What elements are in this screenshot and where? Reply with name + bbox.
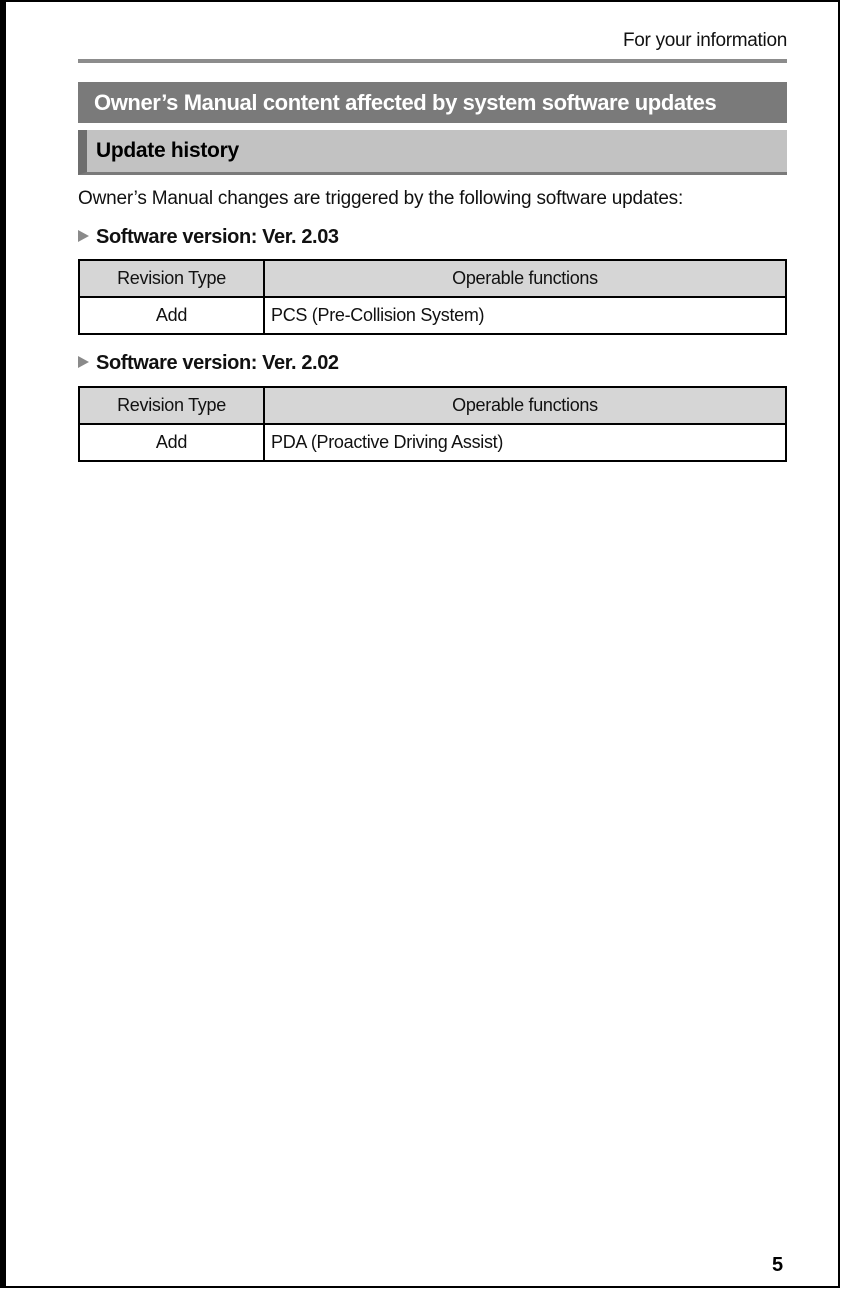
table-row (79, 424, 786, 461)
revision-table (78, 259, 787, 335)
operable-function-cell: PDA (Proactive Driving Assist) (264, 424, 786, 461)
header-rule (78, 59, 787, 63)
revision-table (78, 386, 787, 462)
triangle-bullet-icon (78, 356, 89, 368)
triangle-bullet-icon (78, 230, 89, 242)
page-number: 5 (772, 1254, 784, 1276)
table-row (79, 297, 786, 334)
version-heading (78, 226, 339, 249)
column-header-revision-type: Revision Type (79, 260, 264, 297)
table-header-row (79, 260, 786, 297)
section-title: Owner’s Manual content affected by system software updates (78, 82, 787, 123)
subsection-title: Update history (78, 130, 787, 175)
version-heading-text: Software version: Ver. 2.03 (96, 226, 339, 248)
column-header-revision-type: Revision Type (79, 387, 264, 424)
intro-paragraph: Owner’s Manual changes are triggered by the following software updates: (78, 188, 684, 209)
version-heading-text: Software version: Ver. 2.02 (96, 352, 339, 374)
column-header-operable-functions: Operable functions (264, 387, 786, 424)
revision-type-cell: Add (79, 424, 264, 461)
operable-function-cell: PCS (Pre-Collision System) (264, 297, 786, 334)
table-header-row (79, 387, 786, 424)
running-header: For your information (622, 30, 787, 51)
column-header-operable-functions: Operable functions (264, 260, 786, 297)
version-heading (78, 352, 339, 375)
revision-type-cell: Add (79, 297, 264, 334)
